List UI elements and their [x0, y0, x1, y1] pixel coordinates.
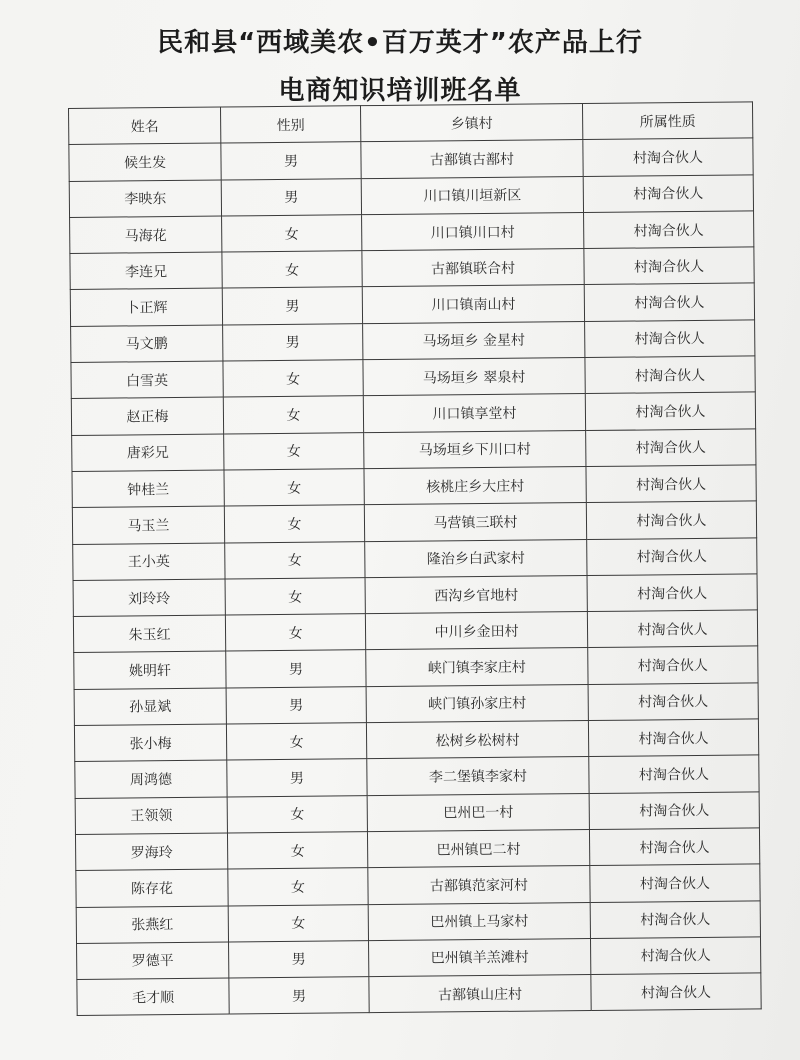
cell-role: 村淘合伙人	[584, 211, 754, 249]
cell-role: 村淘合伙人	[588, 719, 758, 757]
cell-role: 村淘合伙人	[586, 465, 756, 503]
cell-role: 村淘合伙人	[589, 792, 759, 830]
header-name: 姓名	[69, 107, 221, 145]
table-body	[69, 138, 761, 1016]
cell-name: 王领领	[75, 797, 227, 835]
cell-gender: 女	[225, 578, 365, 616]
cell-gender: 男	[226, 650, 366, 688]
cell-gender: 女	[225, 614, 365, 652]
cell-gender: 男	[221, 178, 361, 216]
header-village: 乡镇村	[360, 104, 582, 142]
cell-village: 峡门镇李家庄村	[366, 648, 588, 686]
cell-role: 村淘合伙人	[585, 392, 755, 430]
cell-name: 毛才顺	[77, 978, 229, 1016]
cell-role: 村淘合伙人	[583, 175, 753, 213]
cell-name: 姚明轩	[74, 651, 226, 689]
cell-role: 村淘合伙人	[583, 138, 753, 176]
document-title-line-2: 电商知识培训班名单	[278, 76, 522, 106]
roster-table	[68, 101, 762, 1016]
roster-table-container	[68, 101, 761, 1016]
cell-role: 村淘合伙人	[584, 247, 754, 285]
cell-name: 孙显斌	[74, 688, 226, 726]
cell-role: 村淘合伙人	[590, 864, 760, 902]
header-gender: 性别	[220, 106, 360, 144]
cell-role: 村淘合伙人	[587, 610, 757, 648]
cell-gender: 男	[229, 940, 369, 978]
cell-role: 村淘合伙人	[585, 320, 755, 358]
cell-village: 古鄯镇山庄村	[369, 975, 591, 1013]
cell-village: 川口镇川垣新区	[361, 176, 583, 214]
cell-village: 川口镇享堂村	[363, 394, 585, 432]
cell-role: 村淘合伙人	[589, 755, 759, 793]
cell-role: 村淘合伙人	[591, 973, 761, 1011]
cell-village: 巴州巴一村	[367, 793, 589, 831]
document-title-line-1: 民和县“西域美农•百万英才”农产品上行	[157, 28, 643, 58]
cell-name: 罗德平	[77, 942, 229, 980]
cell-name: 张小梅	[74, 724, 226, 762]
cell-village: 马营镇三联村	[364, 503, 586, 541]
cell-name: 李映东	[69, 180, 221, 218]
cell-village: 巴州镇巴二村	[367, 829, 589, 867]
cell-gender: 女	[228, 904, 368, 942]
cell-gender: 男	[227, 759, 367, 797]
cell-gender: 女	[227, 832, 367, 870]
cell-role: 村淘合伙人	[590, 900, 760, 938]
cell-gender: 女	[225, 541, 365, 579]
cell-name: 马文鹏	[71, 325, 223, 363]
cell-village: 峡门镇孙家庄村	[366, 684, 588, 722]
cell-role: 村淘合伙人	[586, 429, 756, 467]
header-role: 所属性质	[582, 102, 752, 140]
cell-village: 川口镇南山村	[362, 285, 584, 323]
cell-gender: 女	[224, 469, 364, 507]
cell-village: 马场垣乡 翠泉村	[363, 358, 585, 396]
cell-role: 村淘合伙人	[589, 828, 759, 866]
cell-name: 朱玉红	[73, 615, 225, 653]
cell-name: 卜正辉	[70, 289, 222, 327]
cell-name: 钟桂兰	[72, 470, 224, 508]
cell-gender: 男	[221, 142, 361, 180]
cell-gender: 女	[223, 360, 363, 398]
cell-gender: 男	[229, 977, 369, 1015]
cell-village: 古鄯镇古鄯村	[361, 140, 583, 178]
cell-gender: 男	[222, 287, 362, 325]
cell-village: 巴州镇上马家村	[368, 902, 590, 940]
cell-name: 唐彩兄	[72, 434, 224, 472]
cell-name: 王小英	[73, 543, 225, 581]
cell-role: 村淘合伙人	[590, 937, 760, 975]
cell-village: 古鄯镇范家河村	[368, 866, 590, 904]
cell-name: 白雪英	[71, 361, 223, 399]
cell-gender: 男	[223, 323, 363, 361]
cell-village: 松树乡松树村	[366, 721, 588, 759]
cell-village: 中川乡金田村	[365, 612, 587, 650]
cell-name: 马玉兰	[72, 506, 224, 544]
cell-name: 候生发	[69, 143, 221, 181]
cell-village: 西沟乡官地村	[365, 575, 587, 613]
cell-gender: 女	[222, 251, 362, 289]
cell-village: 核桃庄乡大庄村	[364, 467, 586, 505]
cell-village: 隆治乡白武家村	[365, 539, 587, 577]
cell-role: 村淘合伙人	[588, 683, 758, 721]
cell-role: 村淘合伙人	[585, 356, 755, 394]
cell-name: 张燕红	[76, 906, 228, 944]
cell-gender: 女	[222, 215, 362, 253]
cell-gender: 女	[228, 868, 368, 906]
cell-gender: 男	[226, 686, 366, 724]
cell-village: 古鄯镇联合村	[362, 249, 584, 287]
cell-name: 刘玲玲	[73, 579, 225, 617]
cell-village: 马场垣乡 金星村	[363, 321, 585, 359]
cell-name: 赵正梅	[71, 397, 223, 435]
cell-role: 村淘合伙人	[584, 283, 754, 321]
cell-gender: 女	[226, 723, 366, 761]
cell-gender: 女	[223, 396, 363, 434]
cell-village: 马场垣乡下川口村	[364, 430, 586, 468]
cell-role: 村淘合伙人	[587, 537, 757, 575]
cell-village: 川口镇川口村	[362, 212, 584, 250]
cell-role: 村淘合伙人	[588, 646, 758, 684]
cell-gender: 女	[224, 505, 364, 543]
table-row	[77, 973, 761, 1016]
cell-village: 巴州镇羊羔滩村	[369, 938, 591, 976]
cell-gender: 女	[224, 432, 364, 470]
cell-name: 李连兄	[70, 252, 222, 290]
cell-name: 罗海玲	[75, 833, 227, 871]
cell-name: 马海花	[70, 216, 222, 254]
cell-role: 村淘合伙人	[586, 501, 756, 539]
cell-name: 陈存花	[76, 869, 228, 907]
cell-name: 周鸿德	[75, 760, 227, 798]
cell-role: 村淘合伙人	[587, 574, 757, 612]
cell-gender: 女	[227, 795, 367, 833]
cell-village: 李二堡镇李家村	[367, 757, 589, 795]
